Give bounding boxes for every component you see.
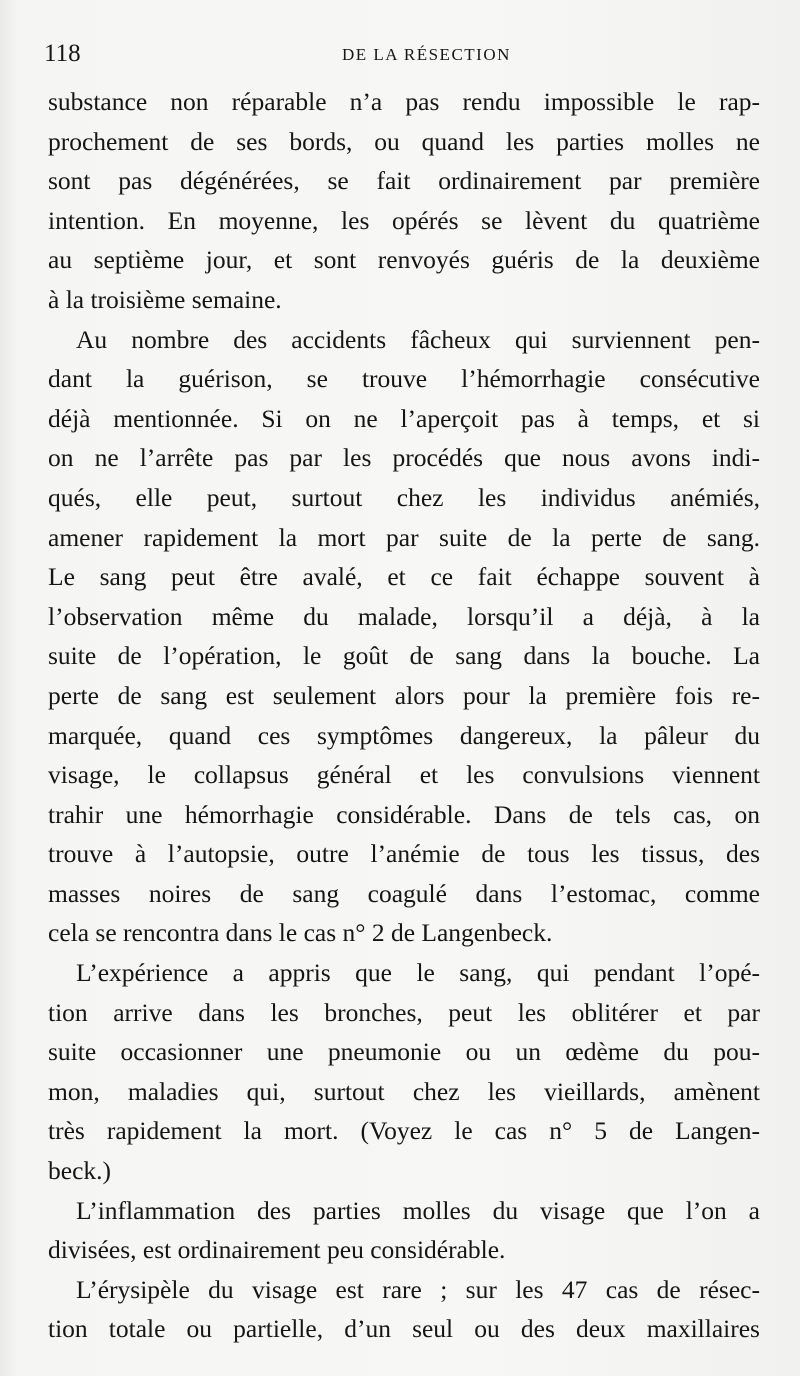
text-line: visage, le collapsus général et les convulsions viennent <box>48 760 760 790</box>
text-line: trahir une hémorrhagie considérable. Dans de tels cas, on <box>48 799 760 829</box>
text-line: suite de l’opération, le goût de sang dans la bouche. La <box>48 641 760 671</box>
text-line: trouve à l’autopsie, outre l’anémie de tous les tissus, des <box>48 839 760 869</box>
text-line: tion totale ou partielle, d’un seul ou des deux maxillaires <box>48 1314 760 1344</box>
text-line: marquée, quand ces symptômes dangereux, la pâleur du <box>48 720 760 750</box>
text-line: L’érysipèle du visage est rare ; sur les 47 cas de résec- <box>76 1274 760 1304</box>
body-text <box>48 82 760 1349</box>
text-line: substance non réparable n’a pas rendu impossible le rap- <box>48 87 760 116</box>
text-line: on ne l’arrête pas par les procédés que nous avons indi- <box>48 443 760 473</box>
running-head: DE LA RÉSECTION <box>342 45 511 64</box>
text-line: au septième jour, et sont renvoyés guéris de la deuxième <box>48 245 760 275</box>
page-header <box>44 40 760 72</box>
text-line: beck.) <box>48 1156 112 1186</box>
text-line: L’expérience a appris que le sang, qui pendant l’opé- <box>76 958 760 988</box>
text-line: dant la guérison, se trouve l’hémorrhagie consécutive <box>48 364 760 394</box>
text-line: amener rapidement la mort par suite de la perte de sang. <box>48 522 760 552</box>
text-line: suite occasionner une pneumonie ou un œdème du pou- <box>48 1037 760 1067</box>
text-line: L’inflammation des parties molles du visage que l’on a <box>76 1195 760 1225</box>
text-line: Le sang peut être avalé, et ce fait échappe souvent à <box>48 562 760 592</box>
page-number: 118 <box>44 40 81 67</box>
text-line: tion arrive dans les bronches, peut les oblitérer et par <box>48 997 760 1027</box>
text-line: perte de sang est seulement alors pour la première fois re- <box>48 680 760 710</box>
text-line: l’observation même du malade, lorsqu’il a déjà, à la <box>48 601 760 631</box>
text-line: intention. En moyenne, les opérés se lèvent du quatrième <box>48 205 760 235</box>
text-line: à la troisième semaine. <box>48 284 282 314</box>
text-line: déjà mentionnée. Si on ne l’aperçoit pas à temps, et si <box>48 403 760 433</box>
text-line: Au nombre des accidents fâcheux qui surviennent pen- <box>76 324 760 354</box>
text-line: mon, maladies qui, surtout chez les vieillards, amènent <box>48 1076 760 1106</box>
text-line: cela se rencontra dans le cas n° 2 de Langenbeck. <box>48 918 553 948</box>
text-line: qués, elle peut, surtout chez les individus anémiés, <box>48 482 760 512</box>
text-line: divisées, est ordinairement peu considérable. <box>48 1235 506 1265</box>
text-line: sont pas dégénérées, se fait ordinairement par première <box>48 166 760 196</box>
text-line: masses noires de sang coagulé dans l’estomac, comme <box>48 878 760 908</box>
text-line: prochement de ses bords, ou quand les parties molles ne <box>48 126 760 156</box>
text-line: très rapidement la mort. (Voyez le cas n° 5 de Langen- <box>48 1116 760 1146</box>
